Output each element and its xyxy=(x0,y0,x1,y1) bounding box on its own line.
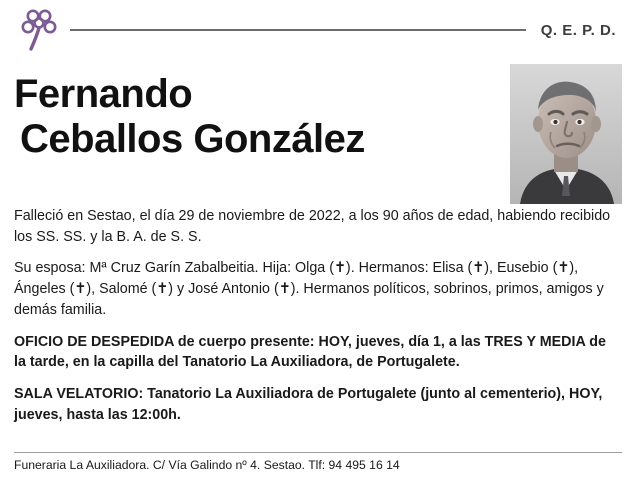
deceased-last-name: Ceballos González xyxy=(20,116,365,161)
qepd-label: Q. E. P. D. xyxy=(540,21,616,39)
wake-line: SALA VELATORIO: Tanatorio La Auxiliadora de Portugalete (junto al cementerio), HOY, jueves, hasta las 12:00h. xyxy=(14,386,603,423)
notice-header xyxy=(14,0,622,60)
notice-footer xyxy=(14,452,622,472)
funeral-flower-logo-icon xyxy=(16,7,62,53)
farewell-line: OFICIO DE DESPEDIDA de cuerpo presente: HOY, jueves, día 1, a las TRES Y MEDIA de la tarde, en la capilla del Tanatorio La Auxiliadora, de Portugalete. xyxy=(14,333,606,371)
deceased-first-name: Fernando xyxy=(14,72,193,116)
header-divider xyxy=(70,29,526,31)
portrait-photo xyxy=(510,64,622,204)
family-line: Su esposa: Mª Cruz Garín Zabalbeitia. Hija: Olga (✝). Hermanos: Elisa (✝), Eusebio (✝), Ángeles (✝), Salomé (✝) y José Antonio (✝). Hermanos políticos, sobrinos, primos, amigos y demás familia. xyxy=(14,260,604,318)
footer-divider xyxy=(14,452,622,453)
notice-body xyxy=(14,192,622,425)
death-line: Falleció en Sestao, el día 29 de noviembre de 2022, a los 90 años de edad, habiendo recibido los SS. SS. y la B. A. de S. S. xyxy=(14,208,611,245)
funeral-home-info: Funeraria La Auxiliadora. C/ Vía Galindo nº 4. Sestao. Tlf: 94 495 16 14 xyxy=(14,458,400,472)
